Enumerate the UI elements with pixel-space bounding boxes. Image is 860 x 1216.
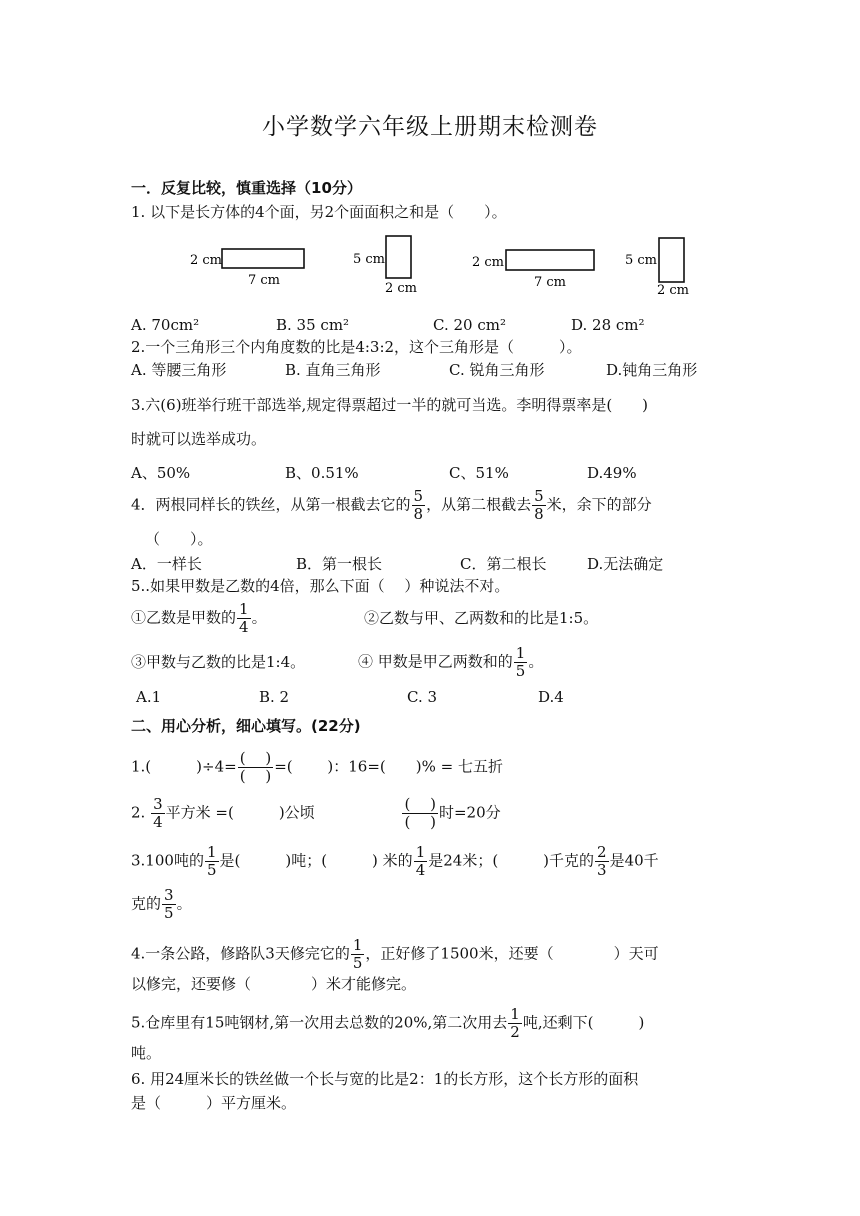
figure-label: 7 cm: [534, 275, 567, 290]
q1-option-b: B. 35 cm²: [276, 316, 350, 334]
fraction: $\frac{5}{8}$: [413, 487, 424, 523]
rectangle-figure: [386, 236, 411, 278]
q5-s4-end: 。: [528, 652, 544, 671]
q5-option-b: B. 2: [259, 688, 290, 706]
q5-option-d: D.4: [538, 688, 564, 706]
f2-text-part1: 平方米 =( )公顷: [165, 803, 315, 822]
q5-option-c: C. 3: [407, 688, 438, 706]
q2-option-a: A. 等腰三角形: [131, 361, 227, 379]
fraction: $\frac{3}{4}$: [153, 795, 163, 831]
section-heading-1: 一．反复比较，慎重选择（10分）: [131, 179, 362, 197]
fraction: $\frac{1}{2}$: [510, 1005, 520, 1041]
fill-6-line2: 是（ ）平方厘米。: [131, 1094, 297, 1112]
f3-text-part2: 是( )吨；( ) 米的: [219, 851, 413, 870]
f2-prefix: 2.: [131, 803, 146, 822]
q4-text-part1: 4．两根同样长的铁丝，从第一根截去它的: [131, 495, 411, 514]
question-3-line2: 时就可以选举成功。: [131, 430, 267, 448]
q2-option-b: B. 直角三角形: [285, 361, 381, 379]
f2-text-part2: 时=20分: [438, 803, 501, 822]
rectangle-figure: [659, 238, 684, 282]
q5-statement-4: [358, 645, 543, 680]
q4-option-d: D.无法确定: [587, 555, 664, 573]
q5-statement-2: ②乙数与甲、乙两数和的比是1:5。: [364, 609, 599, 627]
q5-statement-3: ③甲数与乙数的比是1:4。: [131, 653, 306, 671]
q5-s1-end: 。: [251, 608, 267, 627]
figure-label: 7 cm: [248, 273, 281, 288]
fill-4-line1: [131, 937, 659, 972]
question-4-line2: （ ）。: [145, 530, 213, 548]
q2-option-d: D.钝角三角形: [606, 361, 698, 379]
q3-option-d: D.49%: [587, 464, 637, 482]
figure-label: 2 cm: [657, 283, 690, 298]
fraction: $\frac{1}{4}$: [239, 600, 249, 636]
q4-option-c: C．第二根长: [460, 555, 547, 573]
f1-text-part2: =( )：16=( )% = 七五折: [274, 757, 503, 776]
page-title: 小学数学六年级上册期末检测卷: [262, 114, 598, 140]
figure-label: 2 cm: [472, 255, 505, 270]
f1-text-part1: 1.( )÷4=: [131, 757, 237, 776]
q2-option-c: C. 锐角三角形: [449, 361, 545, 379]
q3-option-c: C、51%: [449, 464, 509, 482]
f3-line2-text: 克的: [131, 894, 162, 913]
q4-option-a: A．一样长: [131, 555, 202, 573]
rectangle-figure: [222, 249, 304, 268]
question-3-line1: 3.六(6)班举行班干部选举,规定得票超过一半的就可当选。李明得票率是( ): [131, 396, 649, 414]
fill-2: [131, 796, 501, 831]
fill-3-line1: [131, 844, 659, 879]
section-heading-2: 二、用心分析，细心填写。(22分): [131, 717, 361, 735]
q5-s1-text: ①乙数是甲数的: [131, 608, 237, 627]
q4-text-part2: ，从第二根截去: [426, 495, 532, 514]
fraction: $\frac{1}{5}$: [352, 936, 363, 972]
q4-option-b: B．第一根长: [296, 555, 383, 573]
fill-3-line2: [131, 887, 192, 922]
f4-text-part1: 4.一条公路，修路队3天修完它的: [131, 944, 350, 963]
figure-label: 2 cm: [385, 281, 418, 296]
fill-1: [131, 750, 503, 785]
f5-text-part2: 吨,还剩下( ): [522, 1013, 645, 1032]
q1-option-d: D. 28 cm²: [571, 316, 645, 334]
fill-6-line1: 6. 用24厘米长的铁丝做一个长与宽的比是2：1的长方形，这个长方形的面积: [131, 1070, 639, 1088]
fraction: $\frac{5}{8}$: [534, 487, 544, 523]
f3-text-part4: 是40千: [609, 851, 659, 870]
q5-s4-text: ④ 甲数是甲乙两数和的: [358, 652, 513, 671]
figure-label: 2 cm: [190, 253, 223, 268]
fraction: $\frac{1}{5}$: [206, 843, 217, 879]
fraction: $\frac{( )}{( )}$: [404, 795, 436, 831]
rectangle-figure: [506, 250, 594, 270]
fill-5-line2: 吨。: [131, 1044, 162, 1062]
f4-text-part2: ，正好修了1500米，还要（ ）天可: [365, 944, 659, 963]
q5-option-a: A.1: [136, 688, 162, 706]
f5-text-part1: 5.仓库里有15吨钢材,第一次用去总数的20%,第二次用去: [131, 1013, 508, 1032]
fraction: $\frac{2}{3}$: [597, 843, 607, 879]
q5-statement-1: [131, 601, 267, 636]
question-1: 1. 以下是长方体的4个面，另2个面面积之和是（ ）。: [131, 203, 507, 221]
fill-5-line1: [131, 1006, 644, 1041]
q4-text-part3: 米，余下的部分: [546, 495, 652, 514]
q1-option-a: A. 70cm²: [131, 316, 200, 334]
f3-text-part1: 3.100吨的: [131, 851, 204, 870]
question-5: 5..如果甲数是乙数的4倍，那么下面（ ）种说法不对。: [131, 577, 510, 595]
fraction: $\frac{1}{4}$: [415, 843, 426, 879]
q3-option-b: B、0.51%: [285, 464, 359, 482]
f3-line2-end: 。: [176, 894, 192, 913]
q1-option-c: C. 20 cm²: [433, 316, 506, 334]
fill-4-line2: 以修完，还要修（ ）米才能修完。: [131, 975, 417, 993]
question-4-line1: [131, 488, 652, 523]
f3-text-part3: 是24米；( )千克的: [428, 851, 595, 870]
fraction: $\frac{1}{5}$: [515, 644, 526, 680]
fraction: $\frac{3}{5}$: [164, 886, 174, 922]
figure-label: 5 cm: [625, 253, 658, 268]
q3-option-a: A、50%: [131, 464, 191, 482]
figure-label: 5 cm: [353, 252, 386, 267]
question-2: 2.一个三角形三个内角度数的比是4:3:2，这个三角形是（ ）。: [131, 338, 582, 356]
rectangle-figures: [0, 228, 860, 298]
fraction: $\frac{( )}{( )}$: [239, 749, 272, 785]
